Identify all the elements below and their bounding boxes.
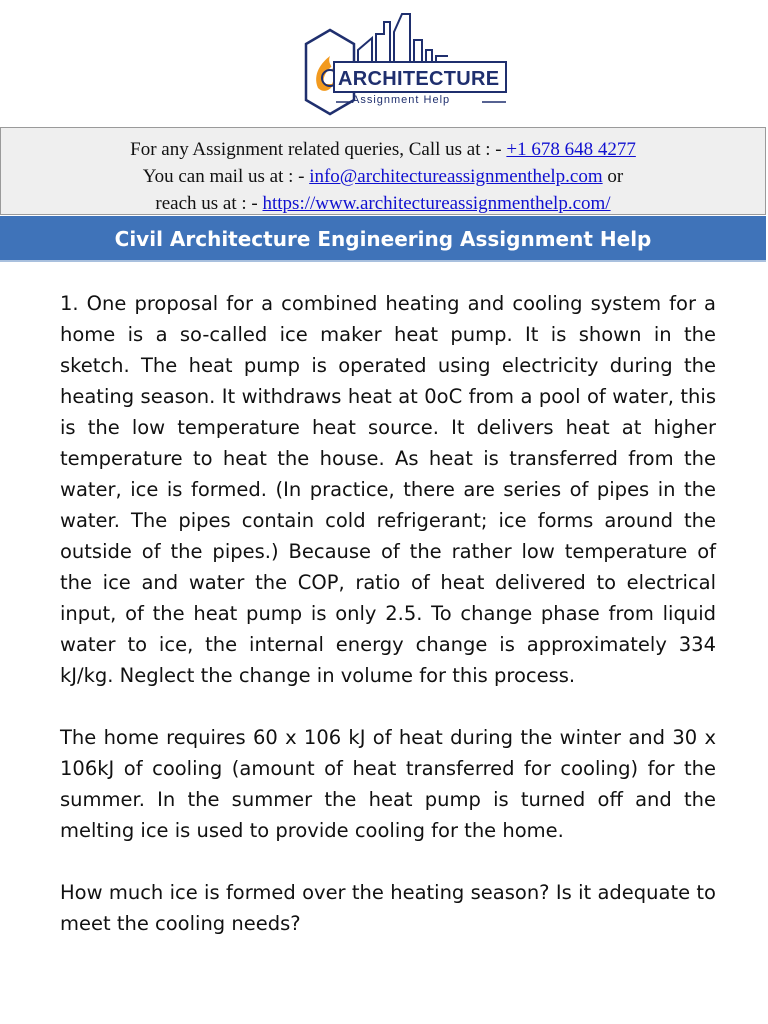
logo-title: ARCHITECTURE	[338, 68, 500, 90]
email-suffix: or	[607, 166, 624, 187]
page-title-banner: Civil Architecture Engineering Assignment Help	[0, 216, 766, 262]
contact-box	[0, 127, 766, 215]
logo-subtitle: Assignment Help	[352, 94, 451, 106]
email-link[interactable]: info@architectureassignmenthelp.com	[309, 166, 603, 187]
question-content	[60, 288, 716, 970]
logo	[272, 4, 512, 124]
paragraph-3: How much ice is formed over the heating season? Is it adequate to meet the cooling needs?	[60, 881, 716, 935]
email-label: You can mail us at : -	[142, 166, 305, 187]
contact-line-email	[1, 163, 765, 190]
phone-label: For any Assignment related queries, Call us at : -	[130, 139, 502, 160]
contact-line-phone	[1, 136, 765, 163]
paragraph-1: 1. One proposal for a combined heating and cooling system for a home is a so-called ice maker heat pump. It is shown in the sketch. The heat pump is operated using electricity during the heating season. It withdraws heat at 0oC from a pool of water, this is the low temperature heat source. It delivers heat at higher temperature to heat the house. As heat is transferred from the water, ice is formed. (In practice, there are series of pipes in the water. The pipes contain cold refrigerant; ice forms around the outside of the pipes.) Because of the rather low temperature of the ice and water the COP, ratio of heat delivered to electrical input, of the heat pump is only 2.5. To change phase from liquid water to ice, the internal energy change is approximately 334 kJ/kg. Neglect the change in volume for this process.	[60, 292, 716, 687]
contact-line-website	[1, 190, 765, 217]
paragraph-2: The home requires 60 x 106 kJ of heat during the winter and 30 x 106kJ of cooling (amount of heat transferred for cooling) for the summer. In the summer the heat pump is turned off and the melting ice is used to provide cooling for the home.	[60, 726, 716, 842]
website-label: reach us at : -	[155, 193, 258, 214]
website-link[interactable]: https://www.architectureassignmenthelp.com/	[262, 193, 611, 214]
phone-link[interactable]: +1 678 648 4277	[506, 139, 636, 160]
logo-graphic	[272, 4, 512, 124]
